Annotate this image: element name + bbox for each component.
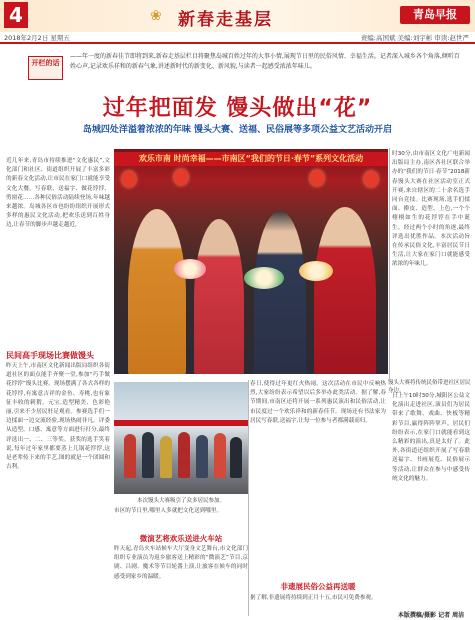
article-column-right-bottom: 日上午10时30分,城阳区公益文化演出走进社区,演员们为居民带来了歌舞、戏曲、快板等精彩节目,赢得阵阵掌声。居民们纷纷表示,在家门口就能看到这么精彩的演出,真是太好了。此外,各街道还组织开展了写春联送福字、书画展览、民俗展示等活动,让群众在参与中感受传统文化的魅力。	[392, 393, 470, 482]
intro-text: ——年一度的新春佳节即将到来,新春走基层栏目将聚焦岛城百姓过年的大事小情,展现节日里的民俗风情、幸福生活。记者深入城乡各个角落,倾听百姓心声,记录欢乐祥和的新春气象,讲述新时代的新变化、新风貌,与读者一起感受浓浓年味儿。	[70, 53, 460, 70]
ornament-icon: ❀	[150, 8, 162, 24]
article-column-3b: 昨天起,青岛火车站候车大厅变身文艺舞台,市文化部门组织专业演员为返乡旅客送上精彩的“微演艺”节目,京剧、吕剧、魔术等节目轮番上演,让旅客在候车的同时感受到家乡的温暖。	[114, 546, 248, 580]
article-column-1: 昨天上午,市南区文化新闻出版局组织各街道社区的面点能手齐聚一堂,参加“巧手做花饽饽”馒头比赛。现场摆满了各式各样的花饽饽,有寓意吉祥的金鱼、寿桃,也有象征丰收的刺猬、元宝,造型精美、色彩艳丽,引来不少居民驻足观看。参赛选手们一边揉面一边交流经验,现场热闹非凡。评委从造型、口感、寓意等方面进行打分,最终评选出一、二、三等奖。获奖的选手笑着说,每年过年家里都要蒸上几锅花饽饽,这是老辈传下来的手艺,图的就是一个团圆和吉利。	[6, 363, 110, 471]
person-figure	[124, 434, 136, 478]
headline: 过年把面发 馒头做出“花”	[102, 96, 373, 121]
photo-caption-main: 馒头大赛将传统民俗带进社区居民身边。	[388, 380, 471, 394]
steamed-bun-item	[244, 267, 284, 289]
lead-paragraph: 近几年来,青岛市持续推进“文化惠民”,文化部门和社区、街道组织开展了丰富多彩的新春文化活动,让市民在家门口就能享受文化大餐。写春联、送福字、做花饽饽、剪窗花……各种民俗活动陆续登场,年味越来越浓。岛城各区市也纷纷组织开展形式多样的惠民文化活动,把欢乐送到百姓身边,让春节的脚步声越走越近。	[6, 158, 110, 229]
person-figure	[128, 209, 186, 374]
date-line: 2018年2月2日 星期五	[4, 34, 70, 42]
lantern-icon	[310, 170, 324, 186]
paper-logo: 青岛早报	[400, 6, 470, 24]
photo-banner-strip	[114, 420, 248, 426]
person-figure	[254, 211, 306, 374]
photo-banner: 欢乐市南 时尚幸福——市南区“我们的节日·春节”系列文化活动	[114, 152, 388, 166]
steamed-bun-item	[299, 261, 333, 281]
person-figure	[142, 432, 154, 478]
person-figure	[314, 207, 376, 374]
person-figure	[160, 436, 172, 478]
section-heading-contest: 民间高手现场比赛做馒头	[6, 351, 94, 360]
page-number: 4	[4, 2, 28, 28]
article-column-3: 市区的节日里,哪里人多就把文化送到哪里。	[114, 508, 223, 514]
steamed-bun-item	[174, 259, 206, 279]
secondary-photo	[114, 382, 248, 494]
header-rule	[0, 42, 475, 44]
section-title: 新春走基层	[178, 10, 273, 30]
person-figure	[178, 432, 190, 478]
section-heading-heritage: 非遗展民俗公益再送暖	[280, 582, 356, 591]
article-column-4: 据了解,非遗展将持续到正月十五,市民可免费参观。	[250, 595, 377, 601]
main-photo	[114, 149, 388, 374]
subheadline: 岛城四处洋溢着浓浓的年味 馒头大赛、送福、民俗展等多项公益文艺活动开启	[82, 125, 393, 135]
section-heading-train-station: 微演艺将欢乐送进火车站	[139, 534, 223, 543]
byline-credit: 本版撰稿/摄影 记者 周洁	[397, 612, 465, 619]
lantern-icon	[174, 169, 188, 185]
photo-caption-secondary: 本次馒头大赛吸引了众多居民参加。	[136, 498, 225, 504]
editor-credits: 责编:高国斌 美编:刘宇彬 审读:赵世严	[360, 34, 469, 42]
column-divider	[389, 148, 390, 380]
article-column-2: 春日,使得过年更红火热闹。这次活动在市民中反响热烈,大家纷纷表示希望以后多举办此类活动。据了解,春节期间,市南区还将开展一系列惠民演出和民俗活动,让市民度过一个欢乐祥和的新春佳节。现场还有书法家为居民写春联,送福字,让每一位参与者都满载而归。	[250, 381, 386, 424]
person-figure	[194, 219, 244, 374]
article-column-right-top: 时30分,由市南区文化广电新闻出版局主办,南区各社区联合举办的“我们的节日·春节”2018新春馒头大赛在社区活动室正式开赛,来自辖区的二十余名选手同台竞技。比赛现场,选手们揉面、擀皮、造型、上色,一个个栩栩如生的花饽饽在手中诞生。经过两个小时的角逐,最终评选出优胜作品。本次活动旨在传承民俗文化,丰富居民节日生活,让大家在家门口就能感受浓浓的年味儿。	[392, 151, 470, 268]
intro-label: 开栏的话	[31, 59, 60, 67]
lantern-icon	[122, 171, 136, 187]
column-divider	[248, 380, 249, 616]
person-figure	[230, 437, 242, 478]
lantern-icon	[364, 171, 378, 187]
person-figure	[214, 433, 226, 478]
person-figure	[196, 435, 208, 478]
